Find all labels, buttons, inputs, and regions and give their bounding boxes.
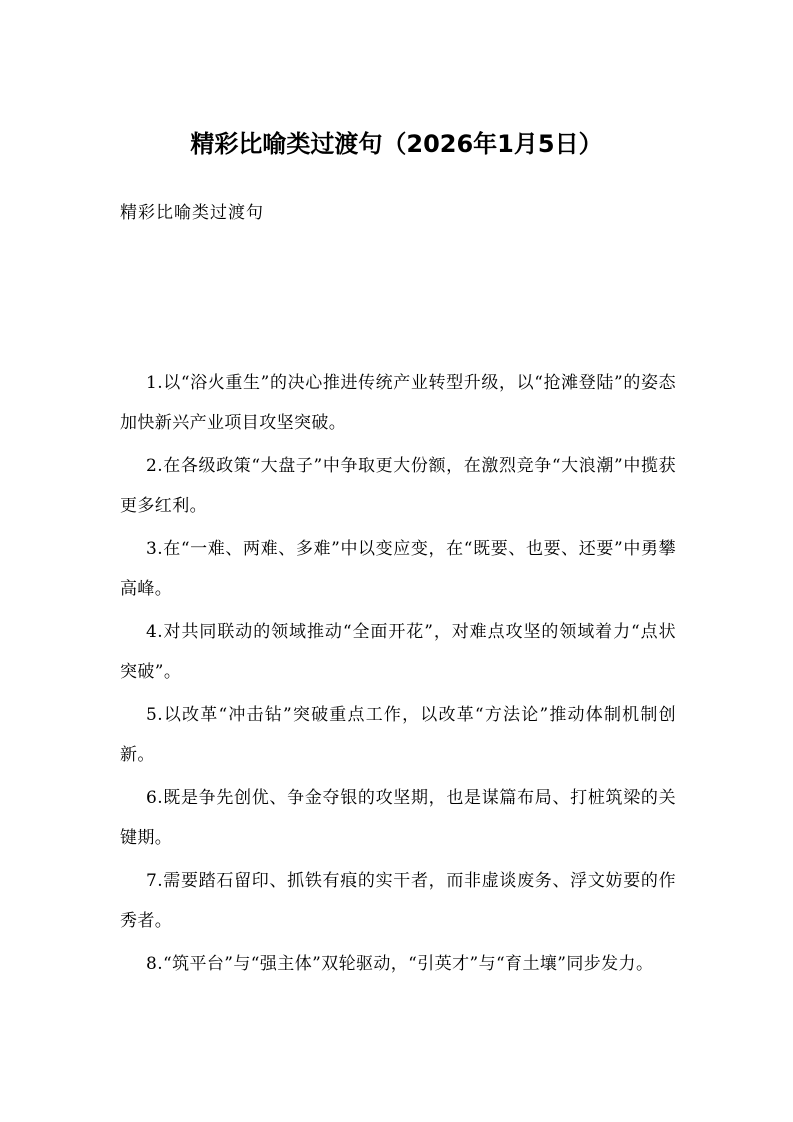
list-item: 1.以“浴火重生”的决心推进传统产业转型升级，以“抢滩登陆”的姿态加快新兴产业项目攻坚突破。: [120, 373, 676, 433]
list-item: 6.既是争先创优、争金夺银的攻坚期，也是谋篇布局、打桩筑梁的关键期。: [120, 788, 676, 848]
list-item: 7.需要踏石留印、抓铁有痕的实干者，而非虚谈废务、浮文妨要的作秀者。: [120, 871, 676, 931]
list-item: 3.在“一难、两难、多难”中以变应变，在“既要、也要、还要”中勇攀高峰。: [120, 539, 676, 599]
transition-sentence-list: [120, 363, 676, 987]
list-item: 8.“筑平台”与“强主体”双轮驱动，“引英才”与“育土壤”同步发力。: [146, 954, 654, 974]
document-subtitle: 精彩比喻类过渡句: [120, 203, 264, 223]
list-item: 2.在各级政策“大盘子”中争取更大份额，在激烈竞争“大浪潮”中揽获更多红利。: [120, 456, 676, 516]
list-item: 4.对共同联动的领域推动“全面开花”，对难点攻坚的领域着力“点状突破”。: [120, 622, 676, 682]
document-title: 精彩比喻类过渡句（2026年1月5日）: [190, 130, 603, 158]
list-item: 5.以改革“冲击钻”突破重点工作，以改革“方法论”推动体制机制创新。: [120, 705, 676, 765]
